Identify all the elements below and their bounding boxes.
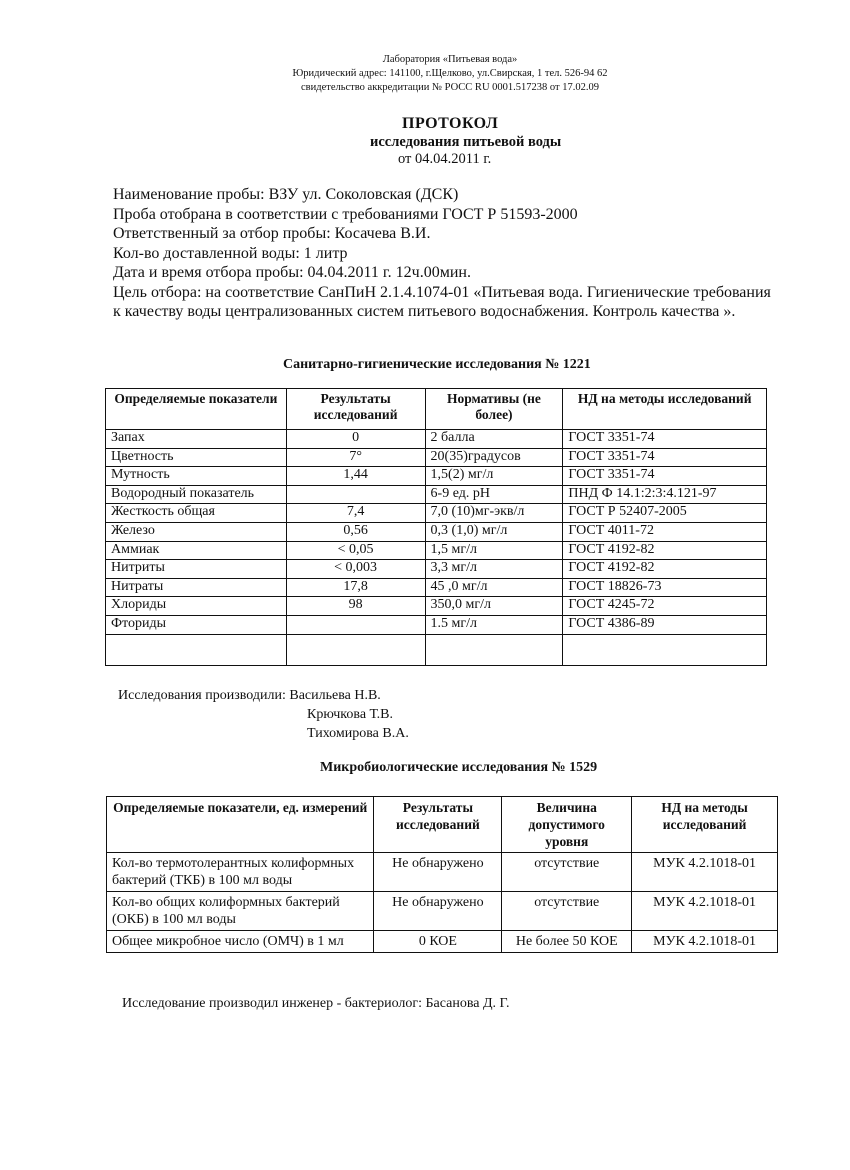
protocol-title: ПРОТОКОЛ	[402, 115, 499, 132]
sample-standard: Проба отобрана в соответствии с требованиями ГОСТ Р 51593-2000	[113, 205, 578, 223]
table-cell: ГОСТ 4192-82	[563, 541, 767, 560]
table-cell: ГОСТ 3351-74	[563, 430, 767, 449]
table-cell	[286, 615, 425, 634]
empty-row	[106, 634, 767, 665]
table-cell: < 0,003	[286, 560, 425, 579]
table-row	[107, 853, 778, 892]
table-cell: Не обнаружено	[374, 892, 502, 931]
micro-title: Микробиологические исследования № 1529	[320, 760, 598, 775]
table-row	[106, 560, 767, 579]
table-cell: 6-9 ед. pH	[425, 485, 563, 504]
table-cell: 7,0 (10)мг-экв/л	[425, 504, 563, 523]
table-cell: 1.5 мг/л	[425, 615, 563, 634]
table-row	[106, 578, 767, 597]
table-cell: МУК 4.2.1018-01	[632, 892, 778, 931]
table-cell: ГОСТ 18826-73	[563, 578, 767, 597]
table-cell: 7,4	[286, 504, 425, 523]
table-cell: отсутствие	[502, 853, 632, 892]
table-row	[106, 597, 767, 616]
table-cell: ГОСТ 3351-74	[563, 467, 767, 486]
table-row	[106, 504, 767, 523]
table-cell: Жесткость общая	[106, 504, 287, 523]
table-row	[107, 892, 778, 931]
table-cell: Железо	[106, 522, 287, 541]
table-cell: Аммиак	[106, 541, 287, 560]
table-row	[107, 931, 778, 953]
table-cell: Кол-во общих колиформных бактерий (ОКБ) в 100 мл воды	[107, 892, 374, 931]
table-row	[106, 615, 767, 634]
table-row	[106, 485, 767, 504]
table-cell: 1,5 мг/л	[425, 541, 563, 560]
sample-datetime: Дата и время отбора пробы: 04.04.2011 г. 12ч.00мин.	[113, 264, 471, 281]
sample-info	[113, 185, 778, 322]
table-cell: 1,5(2) мг/л	[425, 467, 563, 486]
column-header: Определяемые показатели	[106, 389, 287, 430]
column-header: Результаты исследований	[286, 389, 425, 430]
performer-name: Крючкова Т.В.	[307, 707, 394, 722]
table-cell	[425, 634, 563, 665]
table-cell: Фториды	[106, 615, 287, 634]
sanitary-title: Санитарно-гигиенические исследования № 1221	[283, 357, 591, 372]
protocol-date: от 04.04.2011 г.	[398, 151, 492, 167]
column-header: Определяемые показатели, ед. измерений	[107, 797, 374, 853]
table-row	[106, 541, 767, 560]
table-cell: Не обнаружено	[374, 853, 502, 892]
micro-table	[106, 796, 778, 953]
column-header: Нормативы (не более)	[425, 389, 563, 430]
table-cell: ГОСТ 4011-72	[563, 522, 767, 541]
table-cell: 17,8	[286, 578, 425, 597]
sample-volume: Кол-во доставленной воды: 1 литр	[113, 244, 348, 262]
table-cell: Нитриты	[106, 560, 287, 579]
table-cell: < 0,05	[286, 541, 425, 560]
table-cell: отсутствие	[502, 892, 632, 931]
table-cell: ГОСТ 4245-72	[563, 597, 767, 616]
lab-accreditation: свидетельство аккредитации № РОСС RU 0001.517238 от 17.02.09	[301, 82, 599, 93]
performers-label: Исследования производили:	[118, 688, 286, 703]
column-header: НД на методы исследований	[632, 797, 778, 853]
table-row	[106, 448, 767, 467]
performer-name: Васильева Н.В.	[289, 688, 381, 703]
table-cell: 7°	[286, 448, 425, 467]
table-cell: ГОСТ 4192-82	[563, 560, 767, 579]
table-cell: ГОСТ 4386-89	[563, 615, 767, 634]
table-cell	[106, 634, 287, 665]
sample-name: Наименование пробы: ВЗУ ул. Соколовская (ДСК)	[113, 186, 459, 203]
table-row	[106, 430, 767, 449]
table-cell: Общее микробное число (ОМЧ) в 1 мл	[107, 931, 374, 953]
table-cell: 3,3 мг/л	[425, 560, 563, 579]
table-cell: Цветность	[106, 448, 287, 467]
table-cell: 0	[286, 430, 425, 449]
sample-responsible: Ответственный за отбор пробы: Косачева В.И.	[113, 225, 431, 242]
performer-name: Тихомирова В.А.	[307, 726, 409, 741]
table-row	[106, 522, 767, 541]
table-cell: 0,3 (1,0) мг/л	[425, 522, 563, 541]
column-header: Результаты исследований	[374, 797, 502, 853]
table-cell: 0,56	[286, 522, 425, 541]
table-cell: 20(35)градусов	[425, 448, 563, 467]
table-cell	[286, 634, 425, 665]
table-cell: ПНД Ф 14.1:2:3:4.121-97	[563, 485, 767, 504]
table-cell: 98	[286, 597, 425, 616]
sanitary-table	[105, 388, 767, 666]
table-cell: 2 балла	[425, 430, 563, 449]
table-cell: 350,0 мг/л	[425, 597, 563, 616]
sample-purpose: Цель отбора: на соответствие СанПиН 2.1.4.1074-01 «Питьевая вода. Гигиенические требования к качеству воды централизованных систем питьевого водоснабжения. Контроль качества ».	[113, 283, 771, 320]
lab-name: Лаборатория «Питьевая вода»	[382, 54, 518, 65]
column-header: НД на методы исследований	[563, 389, 767, 430]
table-cell	[286, 485, 425, 504]
lab-header	[200, 53, 700, 95]
table-cell: 0 КОЕ	[374, 931, 502, 953]
table-row	[106, 467, 767, 486]
table-cell: Хлориды	[106, 597, 287, 616]
table-cell	[563, 634, 767, 665]
table-cell: Водородный показатель	[106, 485, 287, 504]
table-cell: МУК 4.2.1018-01	[632, 931, 778, 953]
lab-address: Юридический адрес: 141100, г.Щелково, ул.Свирская, 1 тел. 526-94 62	[292, 68, 608, 79]
sanitary-performers	[118, 686, 381, 705]
table-cell: Запах	[106, 430, 287, 449]
micro-header-row	[107, 797, 778, 853]
micro-performer: Исследование производил инженер - бактериолог: Басанова Д. Г.	[122, 996, 510, 1011]
table-cell: 1,44	[286, 467, 425, 486]
table-cell: ГОСТ Р 52407-2005	[563, 504, 767, 523]
protocol-subtitle: исследования питьевой воды	[370, 134, 562, 150]
table-cell: МУК 4.2.1018-01	[632, 853, 778, 892]
table-cell: Не более 50 КОЕ	[502, 931, 632, 953]
column-header: Величина допустимого уровня	[502, 797, 632, 853]
table-cell: ГОСТ 3351-74	[563, 448, 767, 467]
table-cell: Мутность	[106, 467, 287, 486]
table-cell: 45 ,0 мг/л	[425, 578, 563, 597]
table-cell: Нитраты	[106, 578, 287, 597]
table-cell: Кол-во термотолерантных колиформных бактерий (ТКБ) в 100 мл воды	[107, 853, 374, 892]
sanitary-header-row	[106, 389, 767, 430]
